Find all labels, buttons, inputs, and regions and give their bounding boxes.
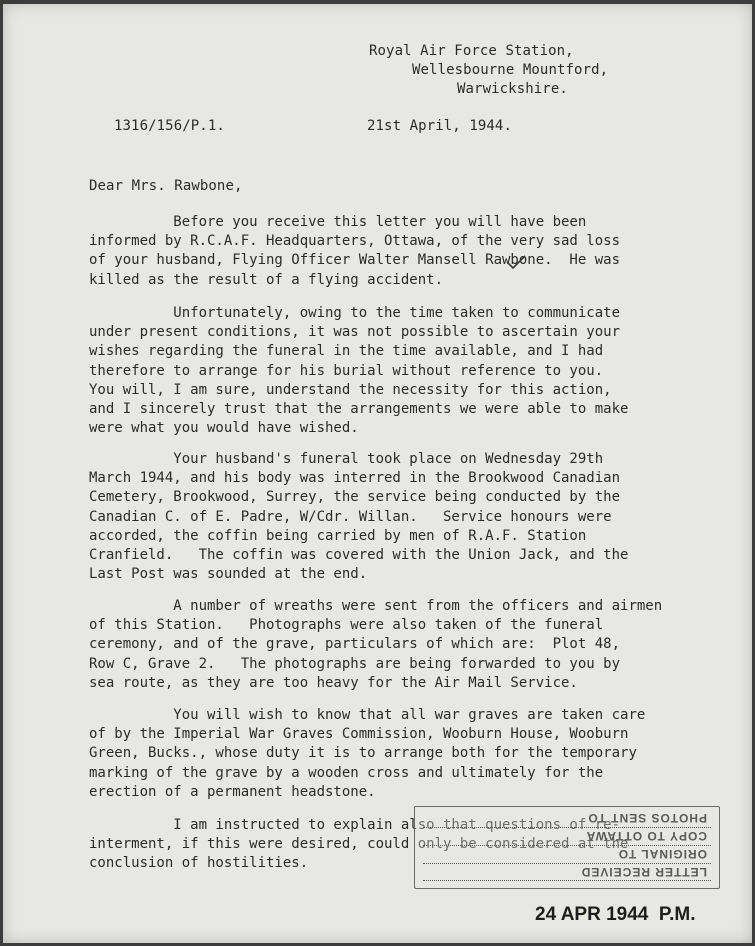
- stamp-rule: [423, 880, 711, 881]
- scan-edge-top: [0, 0, 755, 4]
- letterhead-line-1: Royal Air Force Station,: [369, 43, 574, 59]
- stamp-rule: [423, 827, 711, 828]
- paragraph-6: I am instructed to explain also that questions of re- interment, if this were desired, could only be considered at the conclusion of hostilities.: [89, 817, 629, 872]
- stamp-rule: [423, 863, 711, 864]
- letter-date: 21st April, 1944.: [367, 118, 512, 134]
- received-date-stamp: 24 APR 1944 P.M.: [535, 904, 696, 925]
- stamp-text-line: LETTER RECEIVED: [580, 865, 707, 879]
- letterhead-line-2: Wellesbourne Mountford,: [412, 62, 609, 78]
- stamp-rule: [423, 845, 711, 846]
- paragraph-3: Your husband's funeral took place on Wednesday 29th March 1944, and his body was interred in the Brookwood Canadian Cemetery, Brookwood, Surrey, the service being conducted by the Canadian C. of E. Padre, W/Cdr. Willan. Service honours were accorded, the coffin being carried by men of R.A.F. Station Cranfield. The coffin was covered with the Union Jack, and the Last Post was sounded at the end.: [89, 451, 629, 583]
- filing-stamp: [414, 806, 720, 889]
- letterhead-line-3: Warwickshire.: [457, 81, 568, 97]
- paragraph-1: Before you receive this letter you will have been informed by R.C.A.F. Headquarters, Ottawa, of the very sad loss of your husband, Flying Officer Walter Mansell Rawbone. He was killed as the result of a flying accident.: [89, 214, 621, 288]
- paragraph-2: Unfortunately, owing to the time taken to communicate under present conditions, it was not possible to ascertain your wishes regarding the funeral in the time available, and I had therefore to arrange for his burial without reference to you. You will, I am sure, understand the necessity for this action, and I sincerely trust that the arrangements we were able to make were what you would have wished.: [89, 305, 629, 437]
- stamp-text-line: COPY TO OTTAWA: [585, 829, 707, 843]
- stamp-text-line: ORIGINAL TO: [617, 847, 707, 861]
- paragraph-5: You will wish to know that all war graves are taken care of by the Imperial War Graves Commission, Wooburn House, Wooburn Green, Bucks., whose duty it is to arrange both for the temporary marking of the grave by a wooden cross and ultimately for the erection of a permanent headstone.: [89, 707, 646, 800]
- scan-edge-left: [0, 0, 3, 946]
- stamp-text-line: PHOTOS SENT TO: [587, 811, 707, 825]
- check-mark-icon: [505, 254, 527, 270]
- salutation: Dear Mrs. Rawbone,: [89, 178, 243, 194]
- reference-number: 1316/156/P.1.: [114, 118, 225, 134]
- paragraph-4: A number of wreaths were sent from the officers and airmen of this Station. Photographs were also taken of the funeral ceremony, and of the grave, particulars of which are: Plot 48, Row C, Grave 2. The photographs are being forwarded to you by sea route, as they are too heavy for the Air Mail Service.: [89, 598, 663, 691]
